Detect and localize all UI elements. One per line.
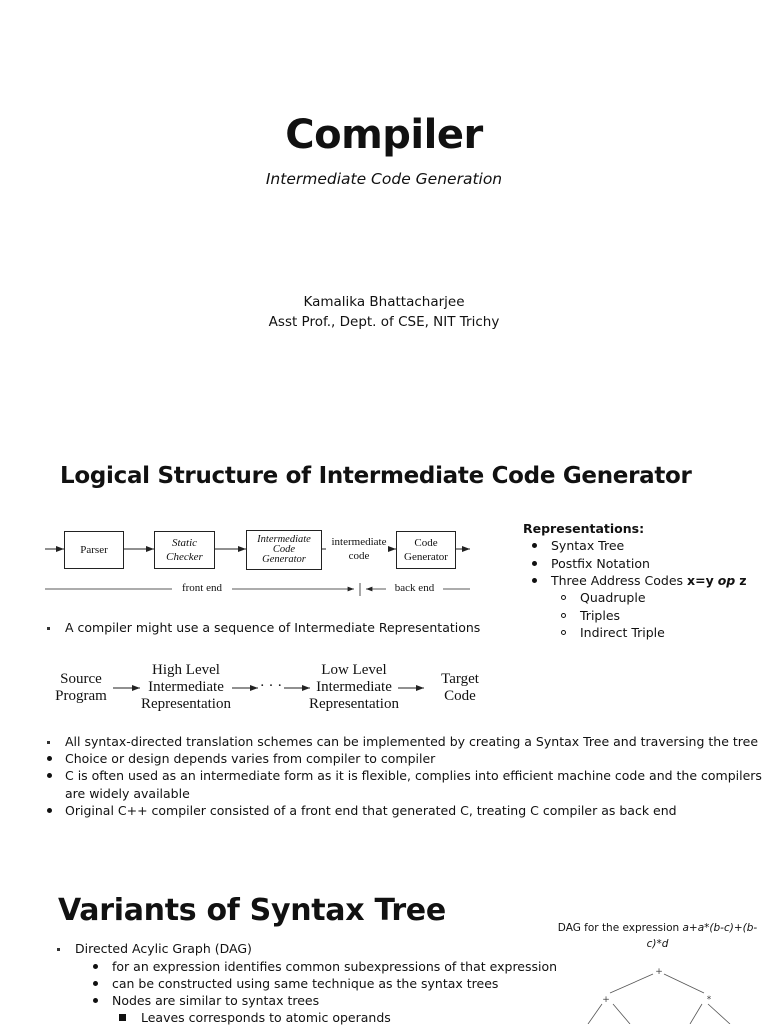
dag-caption xyxy=(555,920,760,952)
bullet-dot xyxy=(47,808,52,813)
flow-dots: · · · xyxy=(259,678,283,694)
rep-three-address xyxy=(551,572,747,589)
bullet-dot xyxy=(47,756,52,761)
static-checker-box xyxy=(154,531,215,569)
dag-caption-prefix: DAG for the expression xyxy=(557,922,680,934)
dag-figure xyxy=(580,960,760,1024)
intermediate-code-label-1: intermediate xyxy=(331,536,387,548)
code-generator-box xyxy=(396,531,456,569)
code-generator-label-1: Code xyxy=(414,536,438,549)
dag-node-right: * xyxy=(706,995,712,1005)
tac-label: Three Address Codes xyxy=(551,573,684,588)
rep-quadruple: Quadruple xyxy=(580,590,646,605)
bullet-dot xyxy=(93,981,98,986)
bullet-square-filled xyxy=(119,1014,126,1021)
tac-formula-op: op xyxy=(717,573,736,588)
dag-caption-expr-1: a+a*(b-c)+(b- xyxy=(682,922,758,934)
bullet-square xyxy=(47,627,50,630)
intermediate-code-label-2: code xyxy=(348,550,370,562)
sub-bullet-ring xyxy=(561,630,566,635)
bullet-dot xyxy=(93,964,98,969)
dag-point-nodes: Nodes are similar to syntax trees xyxy=(112,993,320,1008)
bullet-choice-design: Choice or design depends varies from compiler to compiler xyxy=(65,751,436,766)
back-end-label: back end xyxy=(394,582,435,594)
static-checker-label-2: Checker xyxy=(166,550,203,563)
flow-high-2: Intermediate xyxy=(148,679,224,695)
bullet-c-intermediate-cont: are widely available xyxy=(65,786,190,801)
rep-indirect-triple: Indirect Triple xyxy=(580,625,665,640)
flow-source-1: Source xyxy=(60,671,102,687)
author-name: Kamalika Bhattacharjee xyxy=(303,294,465,310)
dag-point-construction: can be constructed using same technique as the syntax trees xyxy=(112,976,499,991)
rep-triples: Triples xyxy=(580,608,621,623)
sub-bullet-ring xyxy=(561,613,566,618)
bullet-square xyxy=(57,948,60,951)
slide-subtitle: Intermediate Code Generation xyxy=(265,170,503,188)
bullet-dot xyxy=(93,998,98,1003)
bullet-original-cpp: Original C++ compiler consisted of a front end that generated C, treating C compiler as back end xyxy=(65,803,677,818)
section-title-logical-structure: Logical Structure of Intermediate Code Generator xyxy=(60,463,692,489)
parser-box xyxy=(64,531,124,569)
bullet-dot xyxy=(532,578,537,583)
bullet-dot xyxy=(532,561,537,566)
dag-point-leaves: Leaves corresponds to atomic operands xyxy=(141,1010,391,1025)
flow-source-2: Program xyxy=(55,688,107,704)
icg-label-2: Code xyxy=(272,544,296,555)
icg-box xyxy=(246,530,322,570)
flow-low-1: Low Level xyxy=(321,662,387,678)
code-generator-label-2: Generator xyxy=(404,550,448,563)
rep-syntax-tree: Syntax Tree xyxy=(551,538,625,553)
bullet-dot xyxy=(47,773,52,778)
flow-arrows xyxy=(0,670,500,710)
dag-caption-expr-2: c)*d xyxy=(646,938,669,950)
parser-label: Parser xyxy=(80,543,108,556)
flow-high-3: Representation xyxy=(141,696,231,712)
intermediate-code-label xyxy=(323,536,395,562)
front-end-label: front end xyxy=(181,582,222,594)
flow-target-2: Code xyxy=(444,688,476,704)
dag-node-root: + xyxy=(655,967,663,977)
static-checker-label-1: Static xyxy=(171,536,198,549)
bullet-square xyxy=(47,741,50,744)
tac-formula-z: z xyxy=(739,573,747,588)
bullet-dot xyxy=(532,543,537,548)
dag-node-left: + xyxy=(602,995,610,1005)
tac-formula-xy: x=y xyxy=(687,573,714,588)
bullet-dag: Directed Acylic Graph (DAG) xyxy=(75,941,252,956)
flow-high-1: High Level xyxy=(152,662,220,678)
flow-low-2: Intermediate xyxy=(316,679,392,695)
icg-label-1: Intermediate xyxy=(257,534,311,545)
section-title-variants-syntax-tree: Variants of Syntax Tree xyxy=(58,893,446,928)
dag-point-common-subexpr: for an expression identifies common subexpressions of that expression xyxy=(112,959,558,974)
rep-postfix: Postfix Notation xyxy=(551,556,650,571)
bullet-sequence-of-irs: A compiler might use a sequence of Intermediate Representations xyxy=(65,620,481,635)
slide-title: Compiler xyxy=(285,112,483,158)
flow-target-1: Target xyxy=(441,671,479,687)
sub-bullet-ring xyxy=(561,595,566,600)
flow-low-3: Representation xyxy=(309,696,399,712)
author-role: Asst Prof., Dept. of CSE, NIT Trichy xyxy=(268,314,500,330)
author-block xyxy=(0,292,768,332)
icg-label-3: Generator xyxy=(262,554,306,565)
bullet-c-intermediate: C is often used as an intermediate form as it is flexible, complies into efficient machine code and the compilers xyxy=(65,768,762,783)
representations-heading: Representations: xyxy=(523,521,645,536)
bullet-syntax-directed: All syntax-directed translation schemes can be implemented by creating a Syntax Tree and traversing the tree xyxy=(65,734,759,749)
